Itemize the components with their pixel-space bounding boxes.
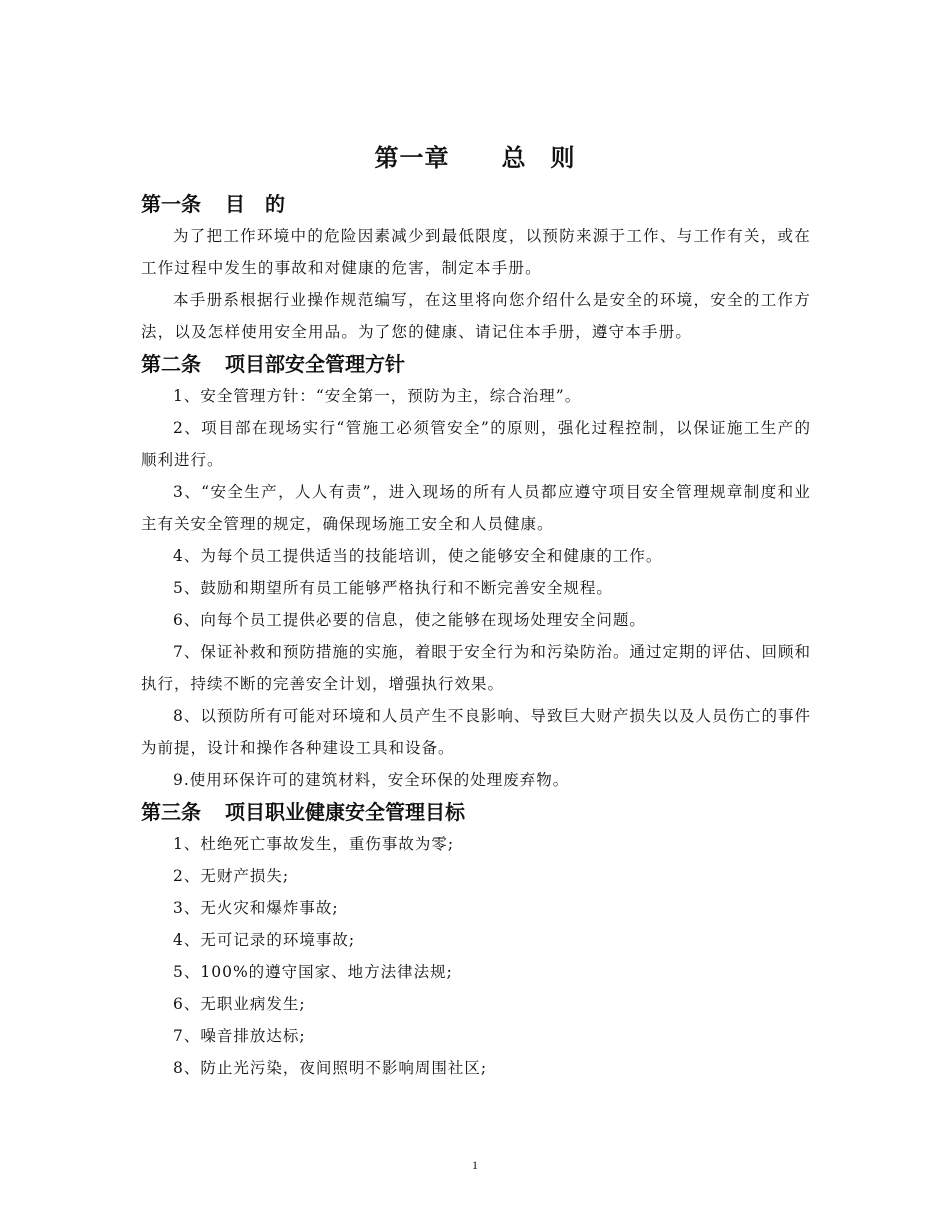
list-item: 3、无火灾和爆炸事故; <box>173 899 339 917</box>
chapter-name-char-1: 总 <box>501 144 527 172</box>
list-item: 3、“安全生产，人人有责”，进入现场的所有人员都应遵守项目安全管理规章制度和业主有关安全管理的规定，确保现场施工安全和人员健康。 <box>141 483 811 533</box>
section-number: 第二条 <box>141 352 201 376</box>
section-title: 目 的 <box>225 192 285 216</box>
list-item: 5、100%的遵守国家、地方法律法规; <box>173 963 453 981</box>
list-item: 1、杜绝死亡事故发生，重伤事故为零; <box>173 835 455 853</box>
list-item: 6、向每个员工提供必要的信息，使之能够在现场处理安全问题。 <box>173 611 646 629</box>
list-item: 9.使用环保许可的建筑材料，安全环保的处理废弃物。 <box>173 771 570 789</box>
list-item: 7、噪音排放达标; <box>173 1027 306 1045</box>
section-heading-3 <box>141 796 811 828</box>
section-title: 项目部安全管理方针 <box>225 352 405 376</box>
section-number: 第一条 <box>141 192 201 216</box>
list-item: 4、为每个员工提供适当的技能培训，使之能够安全和健康的工作。 <box>173 547 663 565</box>
chapter-number: 第一章 <box>374 144 450 172</box>
list-item: 8、防止光污染，夜间照明不影响周围社区; <box>173 1059 488 1077</box>
chapter-name-char-2: 则 <box>550 144 576 172</box>
list-item: 6、无职业病发生; <box>173 995 306 1013</box>
page-number: 1 <box>472 1158 478 1172</box>
list-item: 2、项目部在现场实行“管施工必须管安全”的原则，强化过程控制，以保证施工生产的顺利进行。 <box>141 419 811 469</box>
list-item: 1、安全管理方针：“安全第一，预防为主，综合治理”。 <box>173 387 582 405</box>
chapter-title <box>0 138 950 173</box>
list-item: 2、无财产损失; <box>173 867 290 885</box>
section-number: 第三条 <box>141 800 201 824</box>
list-item: 4、无可记录的环境事故; <box>173 931 356 949</box>
list-item: 5、鼓励和期望所有员工能够严格执行和不断完善安全规程。 <box>173 579 613 597</box>
section-title: 项目职业健康安全管理目标 <box>225 800 465 824</box>
list-item: 7、保证补救和预防措施的实施，着眼于安全行为和污染防治。通过定期的评估、回顾和执行，持续不断的完善安全计划，增强执行效果。 <box>141 643 811 693</box>
list-item: 8、以预防所有可能对环境和人员产生不良影响、导致巨大财产损失以及人员伤亡的事件为前提，设计和操作各种建设工具和设备。 <box>141 707 811 757</box>
section-heading-2 <box>141 348 811 380</box>
paragraph: 为了把工作环境中的危险因素减少到最低限度，以预防来源于工作、与工作有关，或在工作过程中发生的事故和对健康的危害，制定本手册。 <box>141 227 811 277</box>
section-heading-1 <box>141 188 811 220</box>
paragraph: 本手册系根据行业操作规范编写，在这里将向您介绍什么是安全的环境，安全的工作方法，以及怎样使用安全用品。为了您的健康、请记住本手册，遵守本手册。 <box>141 291 811 341</box>
document-body <box>141 188 811 1084</box>
